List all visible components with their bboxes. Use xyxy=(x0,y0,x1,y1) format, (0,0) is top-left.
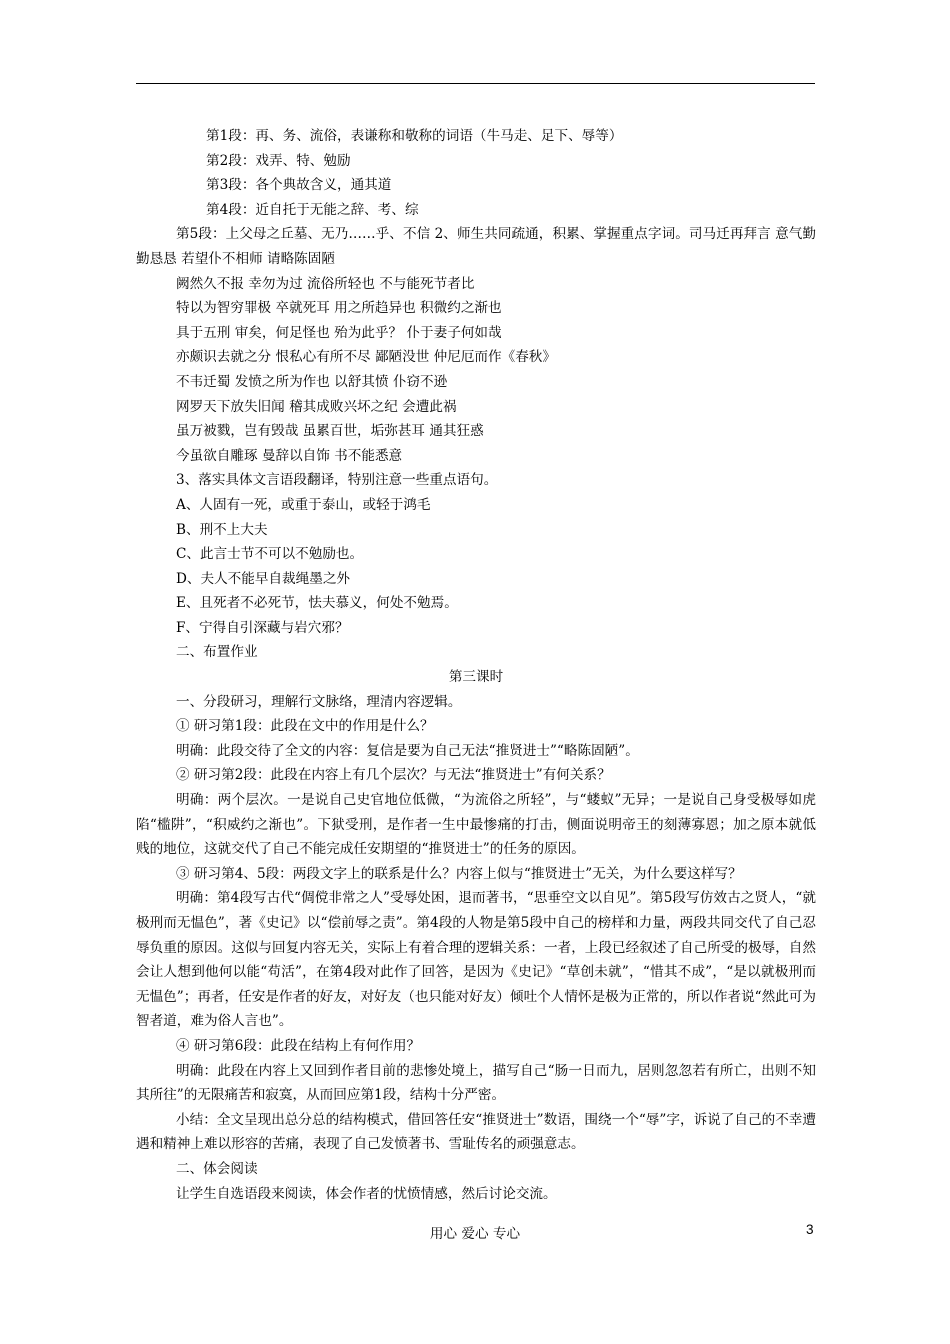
summary-paragraph: 小结：全文呈现出总分总的结构模式，借回答任安“推贤进士”数语，围绕一个“辱”字，诉说了自己的不幸遭遇和精神上难以形容的苦痛，表现了自己发愤著书、雪耻传名的顽强意志。 xyxy=(136,1111,816,1153)
answer-paragraph: 明确：第4段写古代“倜傥非常之人”受辱处困，退而著书，“思垂空文以自见”。第5段写仿效古之贤人，“就极刑而无愠色”，著《史记》以“偿前辱之责”。第4段的人物是第5段中自己的榜样和力量，两段共同交代了自己忍辱负重的原因。这似与回复内容无关，实际上有着合理的逻辑关系：一者，上段已经叙述了自己所受的极辱，自然会让人想到他何以能“苟活”，在第4段对此作了回答，是因为《史记》“草创未就”，“惜其不成”，“是以就极刑而无愠色”；再者，任安是作者的好友，对好友（也只能对好友）倾吐个人情怀是极为正常的，所以作者说“然此可为智者道，难为俗人言也”。 xyxy=(136,890,816,1030)
text-line: 今虽欲自雕琢 曼辞以自饰 书不能悉意 xyxy=(176,447,403,464)
question-line: ② 研习第2段：此段在内容上有几个层次？与无法“推贤进士”有何关系？ xyxy=(176,767,611,784)
text-line: 不韦迁蜀 发愤之所为作也 以舒其愤 仆窃不逊 xyxy=(176,373,448,390)
question-line: ① 研习第1段：此段在文中的作用是什么？ xyxy=(176,718,434,735)
section-heading: 二、布置作业 xyxy=(176,644,258,661)
answer-paragraph: 明确：两个层次。一是说自己史官地位低微，“为流俗之所轻”，与“蝼蚁”无异；一是说自己身受极辱如虎陷“槛阱”，“积威约之渐也”。下狱受刑，是作者一生中最惨痛的打击，侧面说明帝王的刻薄寡恩；加之原本就低贱的地位，这就交代了自己不能完成任安期望的“推贤进士”的任务的原因。 xyxy=(136,792,816,858)
section-heading: 二、体会阅读 xyxy=(176,1160,258,1177)
text-line: 特以为智穷罪极 卒就死耳 用之所趋异也 积微约之渐也 xyxy=(176,300,502,317)
page-number: 3 xyxy=(806,1222,814,1237)
text-line: 阙然久不报 幸勿为过 流俗所轻也 不与能死节者比 xyxy=(176,275,475,292)
text-line: D、夫人不能早自裁绳墨之外 xyxy=(176,570,351,587)
text-line: 第2段：戏弄、特、勉励 xyxy=(206,152,351,169)
answer-paragraph: 明确：此段在内容上又回到作者目前的悲惨处境上，描写自己“肠一日而九，居则忽忽若有所亡，出则不知其所往”的无限痛苦和寂寞，从而回应第1段，结构十分严密。 xyxy=(136,1062,816,1104)
question-line: ④ 研习第6段：此段在结构上有何作用？ xyxy=(176,1037,421,1054)
text-line: A、人固有一死，或重于泰山，或轻于鸿毛 xyxy=(176,496,431,513)
text-line: C、此言士节不可以不勉励也。 xyxy=(176,546,364,563)
document-body xyxy=(136,124,816,1206)
text-line: 亦颇识去就之分 恨私心有所不尽 鄙陋没世 仲尼厄而作《春秋》 xyxy=(176,349,556,366)
text-line: 第3段：各个典故含义，通其道 xyxy=(206,177,392,194)
text-line: 第4段：近自托于无能之辞、考、综 xyxy=(206,201,419,218)
section-heading: 一、分段研习，理解行文脉络，理清内容逻辑。 xyxy=(176,693,462,710)
answer-line: 明确：此段交待了全文的内容：复信是要为自己无法“推贤进士”“略陈固陋”。 xyxy=(176,742,639,759)
question-line: ③ 研习第4、5段：两段文字上的联系是什么？内容上似与“推贤进士”无关，为什么要这样写？ xyxy=(176,865,742,882)
text-line: 第1段：再、务、流俗，表谦称和敬称的词语（牛马走、足下、辱等） xyxy=(206,128,623,144)
paragraph: 第5段：上父母之丘墓、无乃……乎、不信 2、师生共同疏通，积累、掌握重点字词。司马迁再拜言 意气勤勤恳恳 若望仆不相师 请略陈固陋 xyxy=(136,226,816,267)
text-line: 让学生自选语段来阅读，体会作者的忧愤情感，然后讨论交流。 xyxy=(176,1185,557,1202)
text-line: F、宁得自引深藏与岩穴邪？ xyxy=(176,619,349,636)
text-line: E、且死者不必死节，怯夫慕义，何处不勉焉。 xyxy=(176,595,458,612)
text-line: 具于五刑 审矣，何足怪也 殆为此乎？ 仆于妻子何如哉 xyxy=(176,324,502,341)
footer-motto: 用心 爱心 专心 xyxy=(429,1226,521,1242)
text-line: B、刑不上大夫 xyxy=(176,521,268,538)
text-line: 网罗天下放失旧闻 稽其成败兴坏之纪 会遭此祸 xyxy=(176,398,457,415)
text-line: 虽万被戮，岂有毁哉 虽累百世，垢弥甚耳 通其狂惑 xyxy=(176,423,484,440)
text-line: 3、落实具体文言语段翻译，特别注意一些重点语句。 xyxy=(176,472,498,489)
lesson-title: 第三课时 xyxy=(448,669,504,686)
header-rule xyxy=(136,83,815,84)
